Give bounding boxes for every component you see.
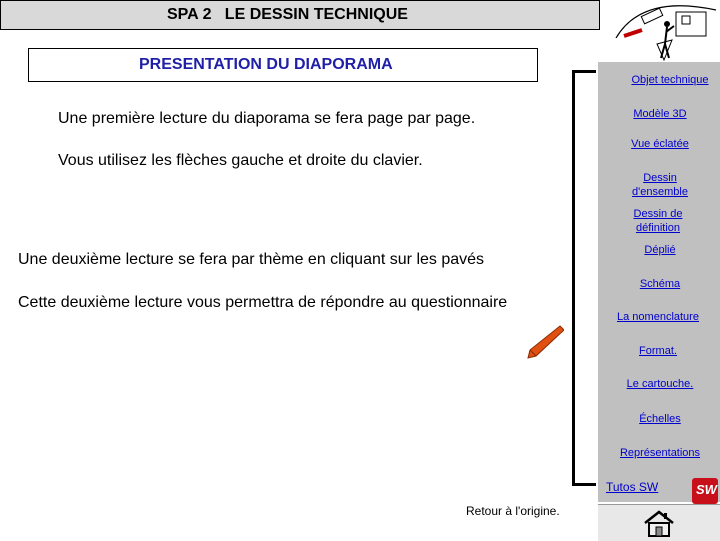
nav-link-format[interactable]: Format. — [639, 345, 677, 357]
paragraph-4: Cette deuxième lecture vous permettra de répondre au questionnaire — [18, 294, 508, 311]
nav-link-modele-3d[interactable]: Modèle 3D — [633, 108, 687, 120]
paragraph-3: Une deuxième lecture se fera par thème en cliquant sur les pavés — [18, 251, 485, 268]
page-title: SPA 2 LE DESSIN TECHNIQUE — [167, 6, 408, 23]
nav-link-dessin-ensemble-line1: Dessin — [643, 172, 677, 184]
nav-panel — [598, 62, 720, 502]
nav-link-deplie[interactable]: Déplié — [644, 244, 676, 256]
nav-link-dessin-ensemble-line2: d'ensemble — [632, 186, 688, 198]
solidworks-logo-text: SW — [696, 482, 717, 497]
nav-bracket — [572, 70, 596, 486]
subtitle-text: PRESENTATION DU DIAPORAMA — [139, 56, 393, 73]
home-button[interactable] — [598, 504, 720, 541]
nav-link-vue-eclatee[interactable]: Vue éclatée — [631, 138, 689, 150]
title-bar — [0, 0, 600, 30]
nav-link-schema[interactable]: Schéma — [639, 278, 681, 290]
nav-link-nomenclature[interactable]: La nomenclature — [617, 311, 699, 323]
subtitle-box — [28, 48, 538, 82]
tutos-sw-link[interactable]: Tutos SW — [606, 480, 659, 494]
nav-link-dessin-ensemble[interactable] — [610, 171, 710, 199]
house-icon — [642, 509, 676, 539]
retour-label: Retour à l'origine. — [466, 504, 560, 518]
nav-link-dessin-definition-line2: définition — [635, 222, 681, 234]
paragraph-2: Vous utilisez les flèches gauche et droite du clavier. — [58, 152, 423, 169]
solidworks-logo[interactable] — [692, 478, 718, 504]
nav-link-dessin-definition-line1: Dessin de — [633, 208, 683, 220]
nav-link-representations[interactable]: Représentations — [619, 447, 701, 459]
nav-link-echelles[interactable]: Échelles — [639, 413, 681, 425]
pencil-icon — [524, 322, 564, 360]
nav-link-cartouche[interactable]: Le cartouche. — [626, 378, 694, 390]
paragraph-1: Une première lecture du diaporama se fera page par page. — [58, 110, 476, 127]
nav-link-dessin-definition[interactable] — [608, 207, 708, 235]
draftsman-clipart — [612, 0, 720, 62]
nav-link-objet-technique[interactable]: Objet technique — [631, 74, 709, 86]
